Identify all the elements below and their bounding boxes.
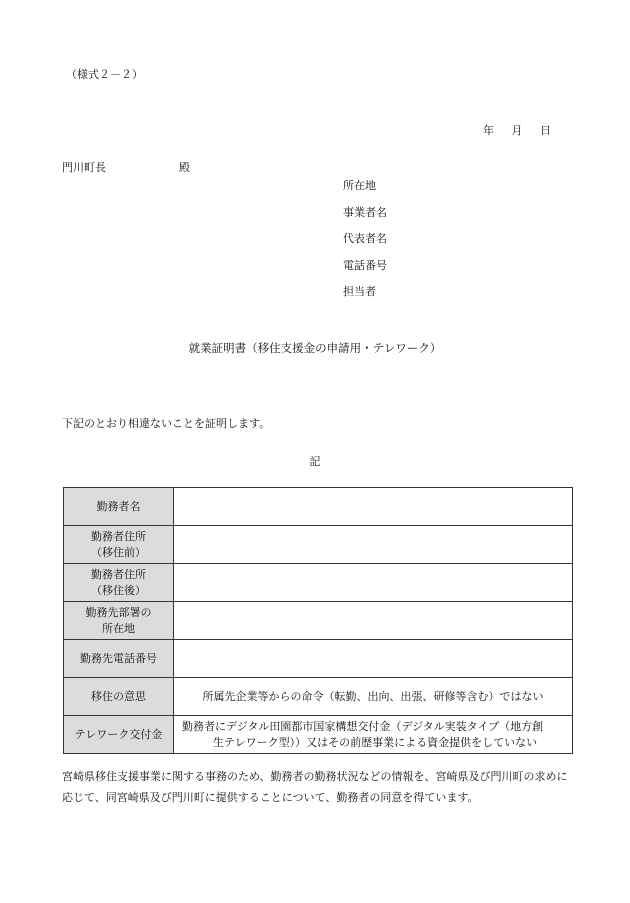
- row-value: [174, 602, 573, 640]
- sender-field-location: 所在地: [343, 179, 376, 192]
- addressee-honorific: 殿: [179, 161, 190, 174]
- date-day: 日: [540, 124, 551, 137]
- addressee: [62, 159, 190, 175]
- row-value: 所属先企業等からの命令（転勤、出向、出張、研修等含む）ではない: [174, 678, 573, 716]
- row-value: [174, 526, 573, 564]
- intro-text: 下記のとおり相違ないことを証明します。: [62, 417, 271, 430]
- addressee-name: 門川町長: [62, 161, 106, 174]
- row-value: [174, 488, 573, 526]
- sender-field-phone: 電話番号: [343, 258, 387, 272]
- date-year: 年: [483, 124, 494, 137]
- row-label: 勤務先電話番号: [64, 640, 174, 678]
- info-table: [63, 487, 573, 754]
- sender-field-representative: 代表者名: [343, 232, 387, 245]
- sender-fields: [343, 177, 387, 310]
- table-row: [64, 564, 573, 602]
- sender-field-contact-person: 担当者: [343, 285, 376, 298]
- table-row: [64, 488, 573, 526]
- table-row: [64, 678, 573, 716]
- sender-field-business-name: 事業者名: [343, 205, 387, 219]
- row-value: [174, 564, 573, 602]
- table-row: [64, 716, 573, 754]
- date-month: 月: [511, 124, 523, 137]
- table-row: [64, 602, 573, 640]
- form-number: （様式２－２）: [66, 68, 143, 81]
- consent-statement: 宮崎県移住支援事業に関する事務のため、勤務者の勤務状況などの情報を、宮崎県及び門川町の求めに応じて、同宮崎県及び門川町に提供することについて、勤務者の同意を得ています。: [62, 770, 568, 804]
- row-label: 勤務先部署の 所在地: [64, 602, 174, 640]
- row-label: 移住の意思: [64, 678, 174, 716]
- table-row: [64, 526, 573, 564]
- row-label: 勤務者住所 （移住後）: [64, 564, 174, 602]
- row-label: 勤務者名: [64, 488, 174, 526]
- table-row: [64, 640, 573, 678]
- row-label: 勤務者住所 （移住前）: [64, 526, 174, 564]
- row-label: テレワーク交付金: [64, 716, 174, 754]
- ki-heading: 記: [309, 455, 321, 468]
- date-line: [483, 122, 551, 138]
- row-value: 勤務者にデジタル田園都市国家構想交付金（デジタル実装タイプ（地方創 生テレワーク型））又はその前歴事業による資金提供をしていない: [174, 716, 573, 754]
- document-title: 就業証明書（移住支援金の申請用・テレワーク）: [188, 341, 442, 355]
- row-value: [174, 640, 573, 678]
